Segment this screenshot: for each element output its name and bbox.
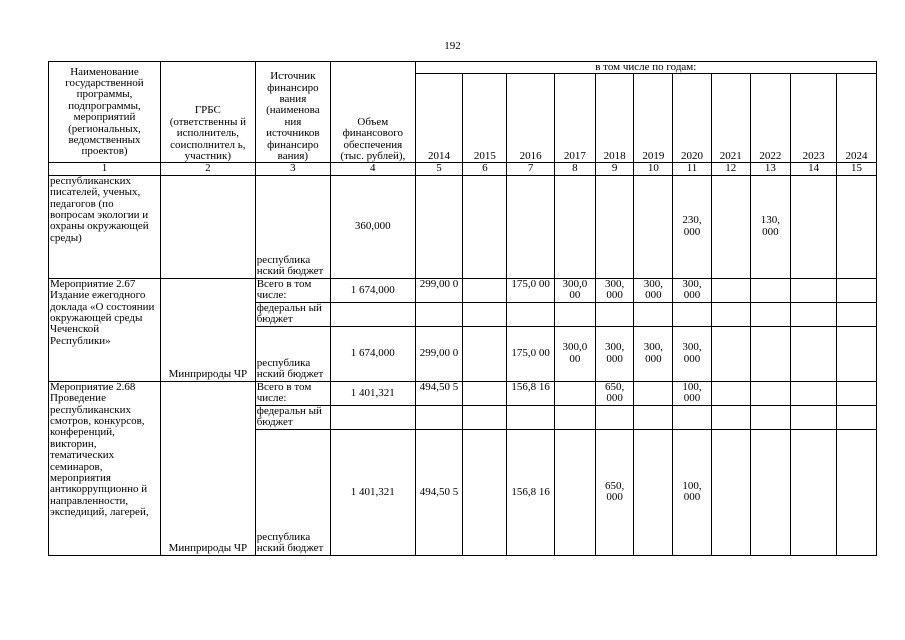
year-2022: 2022: [750, 74, 791, 163]
value-cell: [555, 405, 596, 429]
value-cell: 650, 000: [595, 381, 634, 405]
col-number: 4: [331, 163, 416, 175]
value-cell: [711, 381, 750, 405]
value-cell: [750, 278, 791, 302]
value-cell: [791, 405, 837, 429]
value-cell: [711, 302, 750, 326]
value-cell: [711, 326, 750, 381]
col-number: 7: [507, 163, 555, 175]
year-2021: 2021: [711, 74, 750, 163]
year-2017: 2017: [555, 74, 596, 163]
value-cell: [463, 175, 507, 278]
value-cell: [415, 405, 463, 429]
value-cell: 130, 000: [750, 175, 791, 278]
header-name: Наименование государственной программы, подпрограммы, мероприятий (региональных, ведомственных проектов): [49, 62, 161, 163]
value-cell: [791, 302, 837, 326]
col-number: 9: [595, 163, 634, 175]
value-cell: 299,00 0: [415, 278, 463, 302]
col-number: 8: [555, 163, 596, 175]
value-cell: 100, 000: [673, 429, 712, 555]
value-cell: [463, 326, 507, 381]
col-number: 12: [711, 163, 750, 175]
grbs-cell: [161, 175, 256, 278]
year-2015: 2015: [463, 74, 507, 163]
page-number: 192: [444, 40, 461, 52]
value-cell: [555, 381, 596, 405]
source-cell: Всего в том числе:: [255, 381, 330, 405]
col-number: 5: [415, 163, 463, 175]
value-cell: [463, 302, 507, 326]
value-cell: 230, 000: [673, 175, 712, 278]
value-cell: 300, 000: [673, 326, 712, 381]
value-cell: [595, 302, 634, 326]
column-numbers-row: [49, 163, 877, 175]
value-cell: 300, 000: [673, 278, 712, 302]
value-cell: [837, 175, 877, 278]
value-cell: [463, 429, 507, 555]
value-cell: [837, 302, 877, 326]
value-cell: [750, 429, 791, 555]
header-years-caption: в том числе по годам:: [415, 62, 876, 74]
value-cell: 494,50 5: [415, 429, 463, 555]
value-cell: 300, 000: [634, 278, 673, 302]
value-cell: [750, 302, 791, 326]
value-cell: [711, 429, 750, 555]
grbs-cell: Минприроды ЧР: [161, 381, 256, 555]
value-cell: [555, 429, 596, 555]
value-cell: 175,0 00: [507, 278, 555, 302]
value-cell: [750, 381, 791, 405]
col-number: 1: [49, 163, 161, 175]
source-cell: федеральн ый бюджет: [255, 405, 330, 429]
year-2023: 2023: [791, 74, 837, 163]
value-cell: [634, 405, 673, 429]
col-number: 13: [750, 163, 791, 175]
year-2014: 2014: [415, 74, 463, 163]
value-cell: [750, 326, 791, 381]
value-cell: [711, 175, 750, 278]
source-cell: республика нский бюджет: [255, 326, 330, 381]
volume-cell: 1 674,000: [331, 326, 416, 381]
value-cell: [415, 302, 463, 326]
volume-cell: 360,000: [331, 175, 416, 278]
source-cell: федеральн ый бюджет: [255, 302, 330, 326]
value-cell: [791, 326, 837, 381]
value-cell: [673, 405, 712, 429]
value-cell: [463, 405, 507, 429]
volume-cell: 1 674,000: [331, 278, 416, 302]
value-cell: [837, 405, 877, 429]
value-cell: [837, 381, 877, 405]
year-2019: 2019: [634, 74, 673, 163]
value-cell: 300, 000: [595, 278, 634, 302]
value-cell: [837, 278, 877, 302]
value-cell: [555, 302, 596, 326]
value-cell: 156,8 16: [507, 381, 555, 405]
table-row: [49, 278, 877, 302]
value-cell: [750, 405, 791, 429]
year-2018: 2018: [595, 74, 634, 163]
col-number: 2: [161, 163, 256, 175]
value-cell: [634, 429, 673, 555]
value-cell: [463, 278, 507, 302]
value-cell: [711, 278, 750, 302]
grbs-cell: Минприроды ЧР: [161, 278, 256, 381]
value-cell: [791, 278, 837, 302]
value-cell: [507, 175, 555, 278]
value-cell: 300, 000: [634, 326, 673, 381]
value-cell: [507, 405, 555, 429]
value-cell: 650, 000: [595, 429, 634, 555]
value-cell: [415, 175, 463, 278]
financing-table: [48, 61, 877, 556]
value-cell: [837, 429, 877, 555]
activity-name: Мероприятие 2.67 Издание ежегодного доклада «О состоянии окружающей среды Чеченской Республики»: [49, 278, 161, 381]
value-cell: [463, 381, 507, 405]
value-cell: 100, 000: [673, 381, 712, 405]
year-2024: 2024: [837, 74, 877, 163]
volume-cell: [331, 302, 416, 326]
header-grbs: ГРБС (ответственны й исполнитель, соисполнител ь, участник): [161, 62, 256, 163]
value-cell: [555, 175, 596, 278]
table-row: [49, 175, 877, 278]
value-cell: [711, 405, 750, 429]
activity-name: Мероприятие 2.68 Проведение республиканских смотров, конкурсов, конференций, викторин, тематических семинаров, мероприятия антикоррупционно й направленности, экспедиций, лагерей,: [49, 381, 161, 555]
header-source: Источник финансиро вания (наименова ния источников финансиро вания): [255, 62, 330, 163]
value-cell: 299,00 0: [415, 326, 463, 381]
table-row: [49, 381, 877, 405]
value-cell: [791, 429, 837, 555]
col-number: 11: [673, 163, 712, 175]
header-volume: Объем финансового обеспечения (тыс. рублей),: [331, 62, 416, 163]
source-cell: Всего в том числе:: [255, 278, 330, 302]
value-cell: [634, 302, 673, 326]
col-number: 3: [255, 163, 330, 175]
value-cell: [791, 175, 837, 278]
value-cell: 175,0 00: [507, 326, 555, 381]
value-cell: [673, 302, 712, 326]
value-cell: 300,0 00: [555, 326, 596, 381]
value-cell: 494,50 5: [415, 381, 463, 405]
value-cell: [634, 381, 673, 405]
volume-cell: 1 401,321: [331, 429, 416, 555]
col-number: 14: [791, 163, 837, 175]
value-cell: 300, 000: [595, 326, 634, 381]
value-cell: [837, 326, 877, 381]
value-cell: [791, 381, 837, 405]
volume-cell: 1 401,321: [331, 381, 416, 405]
year-2016: 2016: [507, 74, 555, 163]
value-cell: [507, 302, 555, 326]
header-row: [49, 62, 877, 74]
activity-name: республиканских писателей, ученых, педагогов (по вопросам экологии и охраны окружающей среды): [49, 175, 161, 278]
col-number: 6: [463, 163, 507, 175]
volume-cell: [331, 405, 416, 429]
value-cell: 300,0 00: [555, 278, 596, 302]
value-cell: 156,8 16: [507, 429, 555, 555]
value-cell: [634, 175, 673, 278]
value-cell: [595, 175, 634, 278]
source-cell: республика нский бюджет: [255, 175, 330, 278]
source-cell: республика нский бюджет: [255, 429, 330, 555]
year-2020: 2020: [673, 74, 712, 163]
col-number: 10: [634, 163, 673, 175]
value-cell: [595, 405, 634, 429]
col-number: 15: [837, 163, 877, 175]
